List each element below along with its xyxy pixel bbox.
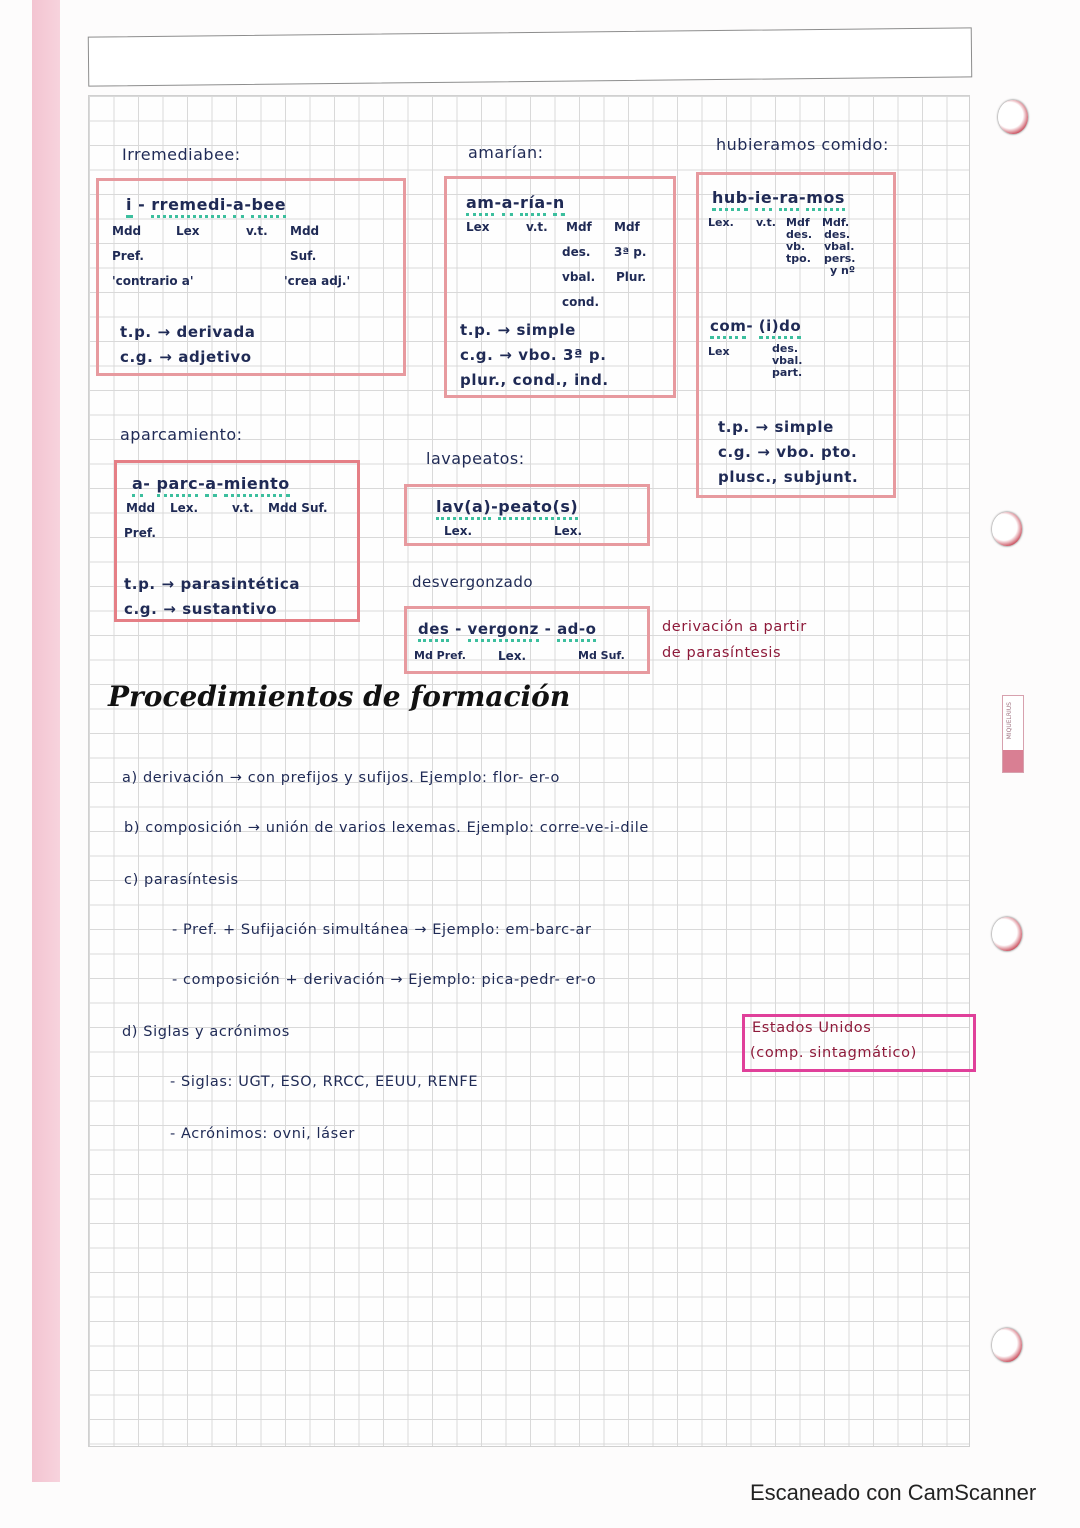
label: Mdf bbox=[566, 220, 592, 234]
comido-detail: des. vbal. part. bbox=[772, 342, 803, 379]
label: cond. bbox=[562, 295, 600, 309]
label: Mdd bbox=[290, 224, 320, 238]
analysis-title-hubieramos: hubieramos comido: bbox=[716, 135, 889, 154]
analysis-title-aparcamiento: aparcamiento: bbox=[120, 425, 243, 444]
segments-aparcamiento: a- parc-a-miento bbox=[132, 474, 290, 493]
label: des. bbox=[562, 245, 591, 259]
segments-desvergonzado: des - vergonz - ad-o bbox=[418, 620, 596, 638]
analysis-title-amarian: amarían: bbox=[468, 143, 544, 162]
label: 'contrario a' bbox=[112, 274, 194, 288]
binder-hole-icon bbox=[998, 100, 1028, 134]
cg-line: c.g. → vbo. pto. bbox=[718, 443, 858, 461]
list-item: d) Siglas y acrónimos bbox=[122, 1024, 290, 1040]
segments-lavapeatos: lav(a)-peato(s) bbox=[436, 497, 578, 516]
analysis-title-irremediable: Irremediabee: bbox=[122, 145, 241, 164]
segments-hubieramos: hub-ie-ra-mos bbox=[712, 188, 845, 207]
annotation-note: derivación a partir bbox=[662, 619, 807, 635]
label: vbal. bbox=[562, 270, 596, 284]
label: 3ª p. bbox=[614, 245, 647, 259]
header-box bbox=[88, 27, 972, 86]
list-item: b) composición → unión de varios lexemas. Ejemplo: corre-ve-i-dile bbox=[124, 820, 649, 836]
label: v.t. bbox=[526, 220, 548, 234]
callout-line: Estados Unidos bbox=[752, 1020, 872, 1036]
label: Lex. bbox=[170, 501, 199, 515]
tp-line: t.p. → parasintética bbox=[124, 575, 301, 593]
analysis-title-lavapeatos: lavapeatos: bbox=[426, 449, 525, 468]
list-item: - Pref. + Sufijación simultánea → Ejemplo: em-barc-ar bbox=[172, 922, 592, 938]
cg-line-2: plusc., subjunt. bbox=[718, 468, 859, 486]
label: Lex. bbox=[708, 216, 734, 229]
label: Mdd bbox=[112, 224, 142, 238]
list-item: - composición + derivación → Ejemplo: pica-pedr- er-o bbox=[172, 972, 597, 988]
list-item: - Siglas: UGT, ESO, RRCC, EEUU, RENFE bbox=[170, 1074, 479, 1090]
binder-hole-icon bbox=[992, 917, 1022, 951]
brand-tab-fill bbox=[1003, 750, 1023, 772]
label: Lex. bbox=[444, 524, 473, 538]
label: Mdf bbox=[786, 216, 810, 229]
label: Mdf bbox=[614, 220, 640, 234]
segments-amarian: am-a-ría-n bbox=[466, 193, 565, 212]
detail-col2: des. vbal. pers. y nº bbox=[824, 228, 856, 277]
cg-line: c.g. → sustantivo bbox=[124, 600, 278, 618]
brand-tab-text: MIQUELRIUS bbox=[1006, 702, 1013, 740]
scanner-watermark: Escaneado con CamScanner bbox=[750, 1480, 1037, 1505]
label: v.t. bbox=[246, 224, 268, 238]
label: Md Suf. bbox=[578, 649, 625, 662]
label: Lex bbox=[466, 220, 490, 234]
tp-line: t.p. → simple bbox=[718, 418, 834, 436]
label: Mdf. bbox=[822, 216, 850, 229]
brand-tab-marker bbox=[1002, 695, 1024, 773]
label: 'crea adj.' bbox=[284, 274, 351, 288]
analysis-title-desvergonzado: desvergonzado bbox=[412, 573, 534, 591]
annotation-note: de parasíntesis bbox=[662, 645, 782, 661]
page-margin-strip bbox=[32, 0, 60, 1482]
label: v.t. bbox=[232, 501, 254, 515]
label: Lex. bbox=[498, 649, 527, 663]
label: Plur. bbox=[616, 270, 647, 284]
cg-line: c.g. → adjetivo bbox=[120, 348, 252, 366]
cg-line-2: plur., cond., ind. bbox=[460, 371, 609, 389]
list-item: - Acrónimos: ovni, láser bbox=[170, 1126, 355, 1142]
callout-line: (comp. sintagmático) bbox=[750, 1045, 917, 1061]
label: Lex bbox=[176, 224, 200, 238]
detail-col1: des. vb. tpo. bbox=[786, 228, 813, 265]
segments-comido: com- (i)do bbox=[710, 317, 801, 335]
tp-line: t.p. → simple bbox=[460, 321, 576, 339]
cg-line: c.g. → vbo. 3ª p. bbox=[460, 346, 607, 364]
list-item: a) derivación → con prefijos y sufijos. Ejemplo: flor- er-o bbox=[122, 770, 560, 786]
label: v.t. bbox=[756, 216, 776, 229]
label: Pref. bbox=[124, 526, 156, 540]
label: Mdd bbox=[126, 501, 156, 515]
tp-line: t.p. → derivada bbox=[120, 323, 256, 341]
label: Lex bbox=[708, 345, 730, 358]
section-heading: Procedimientos de formación bbox=[108, 680, 571, 713]
label: Lex. bbox=[554, 524, 583, 538]
binder-hole-icon bbox=[992, 512, 1022, 546]
label: Mdd Suf. bbox=[268, 501, 328, 515]
list-item: c) parasíntesis bbox=[124, 872, 239, 888]
label: Pref. bbox=[112, 249, 144, 263]
label: Md Pref. bbox=[414, 649, 466, 662]
label: Suf. bbox=[290, 249, 317, 263]
binder-hole-icon bbox=[992, 1328, 1022, 1362]
segments-irremediable: i - rremedi-a-bee bbox=[126, 195, 286, 214]
